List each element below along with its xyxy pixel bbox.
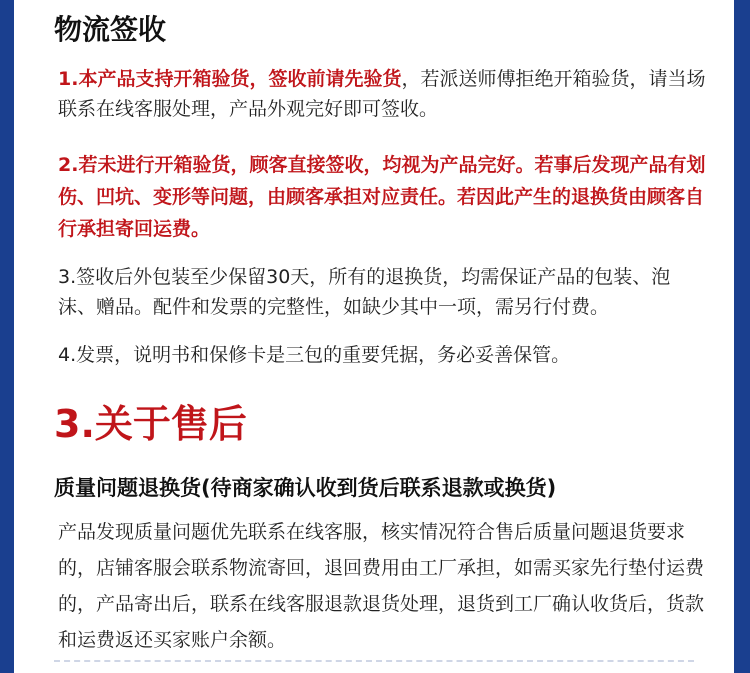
logistics-title: 物流签收 bbox=[54, 13, 167, 46]
logistics-item-4: 4.发票，说明书和保修卡是三包的重要凭据，务必妥善保管。 bbox=[58, 344, 571, 366]
after-sales-subtitle: 质量问题退换货(待商家确认收到货后联系退款或换货) bbox=[54, 476, 557, 500]
after-sales-title: 3.关于售后 bbox=[54, 402, 247, 446]
logistics-item-2: 2.若未进行开箱验货，顾客直接签收，均视为产品完好。若事后发现产品有划伤、凹坑、变形等问题，由顾客承担对应责任。若因此产生的退换货由顾客自行承担寄回运费。 bbox=[58, 154, 706, 240]
logistics-item-3: 3.签收后外包装至少保留30天，所有的退换货，均需保证产品的包装、泡沫、赠品。配件和发票的完整性，如缺少其中一项，需另行付费。 bbox=[58, 266, 671, 318]
content-card bbox=[14, 0, 734, 673]
logistics-item-1-highlight: 1.本产品支持开箱验货，签收前请先验货 bbox=[58, 68, 402, 90]
after-sales-body: 产品发现质量问题优先联系在线客服，核实情况符合售后质量问题退货要求的，店铺客服会联系物流寄回，退回费用由工厂承担，如需买家先行垫付运费的，产品寄出后，联系在线客服退款退货处理，退货到工厂确认收货后，货款和运费返还买家账户余额。 bbox=[58, 521, 705, 651]
logistics-item-1-text: ，若派送师傅拒绝开箱验货，请当场联系在线客服处理，产品外观完好即可签收。 bbox=[58, 68, 706, 120]
divider bbox=[54, 660, 694, 662]
logistics-item-1 bbox=[58, 64, 708, 124]
